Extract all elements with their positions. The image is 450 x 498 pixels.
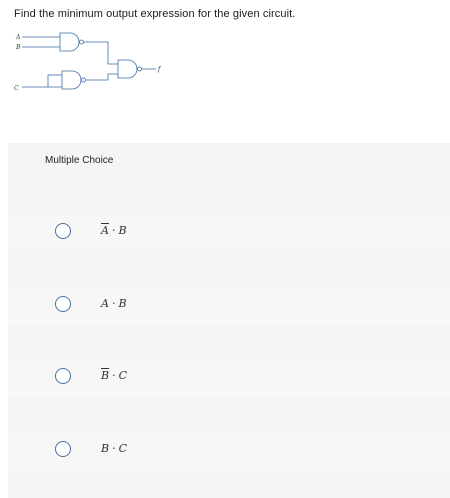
choice-expression [101,224,127,237]
choice-expression [101,297,127,310]
choice-expression [101,369,127,382]
expr-right: B [118,224,127,237]
expr-operator: · [111,224,116,237]
input-label-a: A [16,34,21,41]
expr-right: C [118,442,128,455]
choice-expression [101,442,127,455]
expr-left: $\overline{B}$ [101,369,110,382]
radio-button[interactable] [55,368,71,384]
input-label-c: C [14,85,19,92]
radio-button[interactable] [55,223,71,239]
expr-left: $\overline{A}$ [101,224,109,237]
choice-option-1[interactable] [8,213,450,251]
expr-right: B [118,297,127,310]
choice-option-4[interactable] [8,431,450,469]
expr-operator: · [112,442,116,455]
input-label-b: B [16,44,21,51]
expr-operator: · [111,297,116,310]
expr-right: C [118,369,128,382]
choice-option-3[interactable] [8,358,450,396]
expr-left: A [101,297,109,310]
multiple-choice-label: Multiple Choice [45,155,114,166]
choice-option-2[interactable] [8,286,450,324]
radio-button[interactable] [55,296,71,312]
question-text: Find the minimum output expression for the given circuit. [14,8,296,20]
expr-operator: · [112,369,116,382]
output-label-f: f [158,66,161,73]
radio-button[interactable] [55,441,71,457]
logic-circuit-diagram [10,28,200,108]
expr-left: B [101,442,110,455]
